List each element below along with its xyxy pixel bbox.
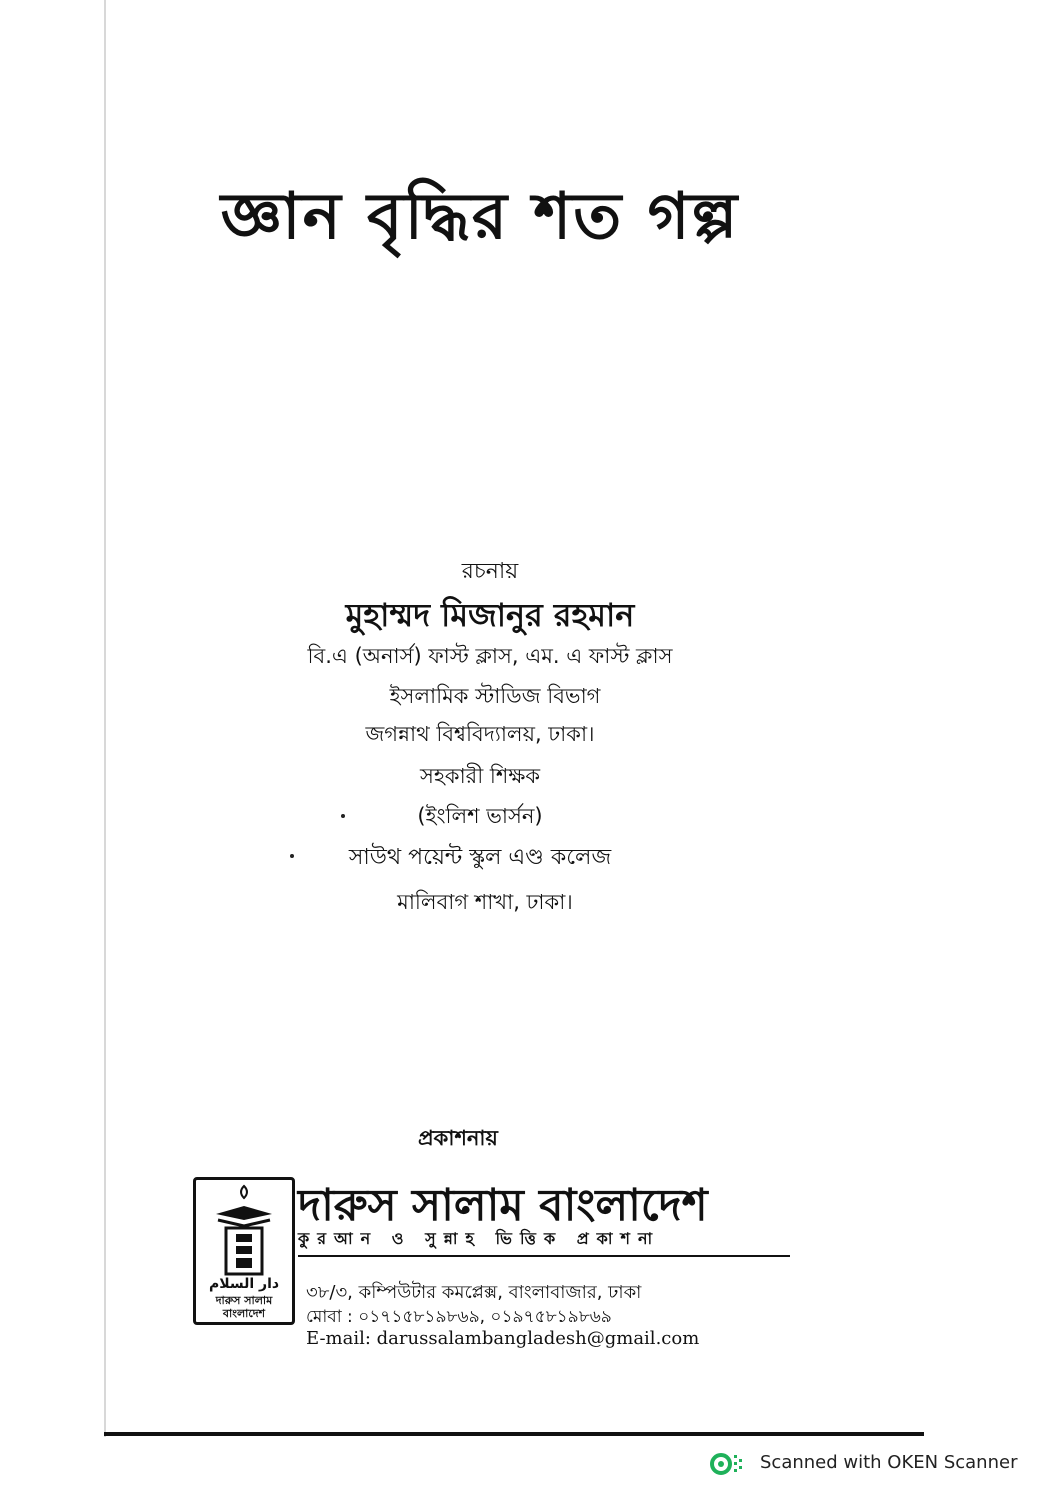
author-position: সহকারী শিক্ষক [419,764,541,788]
publisher-label: প্রকাশনায় [418,1126,498,1150]
author-degree: বি.এ (অনার্স) ফাস্ট ক্লাস, এম. এ ফাস্ট ক্লাস [307,644,673,668]
book-title: জ্ঞান বৃদ্ধির শত গল্প [220,179,740,254]
school-version: (ইংলিশ ভার্সন) [417,804,543,828]
publisher-email: E-mail: darussalambangladesh@gmail.com [306,1328,700,1349]
scanner-watermark [710,1450,1050,1478]
publisher-address: ৩৮/৩, কম্পিউটার কমপ্লেক্স, বাংলাবাজার, ঢাকা [306,1282,642,1303]
publisher-tagline: কুরআন ও সুন্নাহ ভিত্তিক প্রকাশনা [298,1226,790,1257]
logo-caption-1: দারুস সালাম [215,1294,273,1307]
author-department: ইসলামিক স্টাডিজ বিভাগ [389,684,601,708]
logo-arabic-text: دار السلام [208,1276,280,1292]
publisher-name: দারুস সালাম বাংলাদেশ [298,1180,708,1231]
scanner-label: Scanned with OKEN Scanner [760,1452,1018,1473]
author-university: জগন্নাথ বিশ্ববিদ্যালয়, ঢাকা। [365,722,595,746]
publisher-phone: মোবা : ০১৭১৫৮১৯৮৬৯, ০১৯৭৫৮১৯৮৬৯ [306,1307,612,1327]
school-name: সাউথ পয়েন্ট স্কুল এণ্ড কলেজ [348,845,612,870]
bottom-rule [104,1432,924,1436]
stray-dot [341,814,345,818]
author-name: মুহাম্মদ মিজানুর রহমান [345,596,635,634]
publisher-logo [193,1177,295,1325]
oken-scanner-icon [710,1451,744,1477]
by-label: রচনায় [461,559,519,584]
logo-caption-2: বাংলাদেশ [222,1307,266,1320]
page-edge [104,0,106,1437]
school-branch: মালিবাগ শাখা, ঢাকা। [397,890,573,914]
